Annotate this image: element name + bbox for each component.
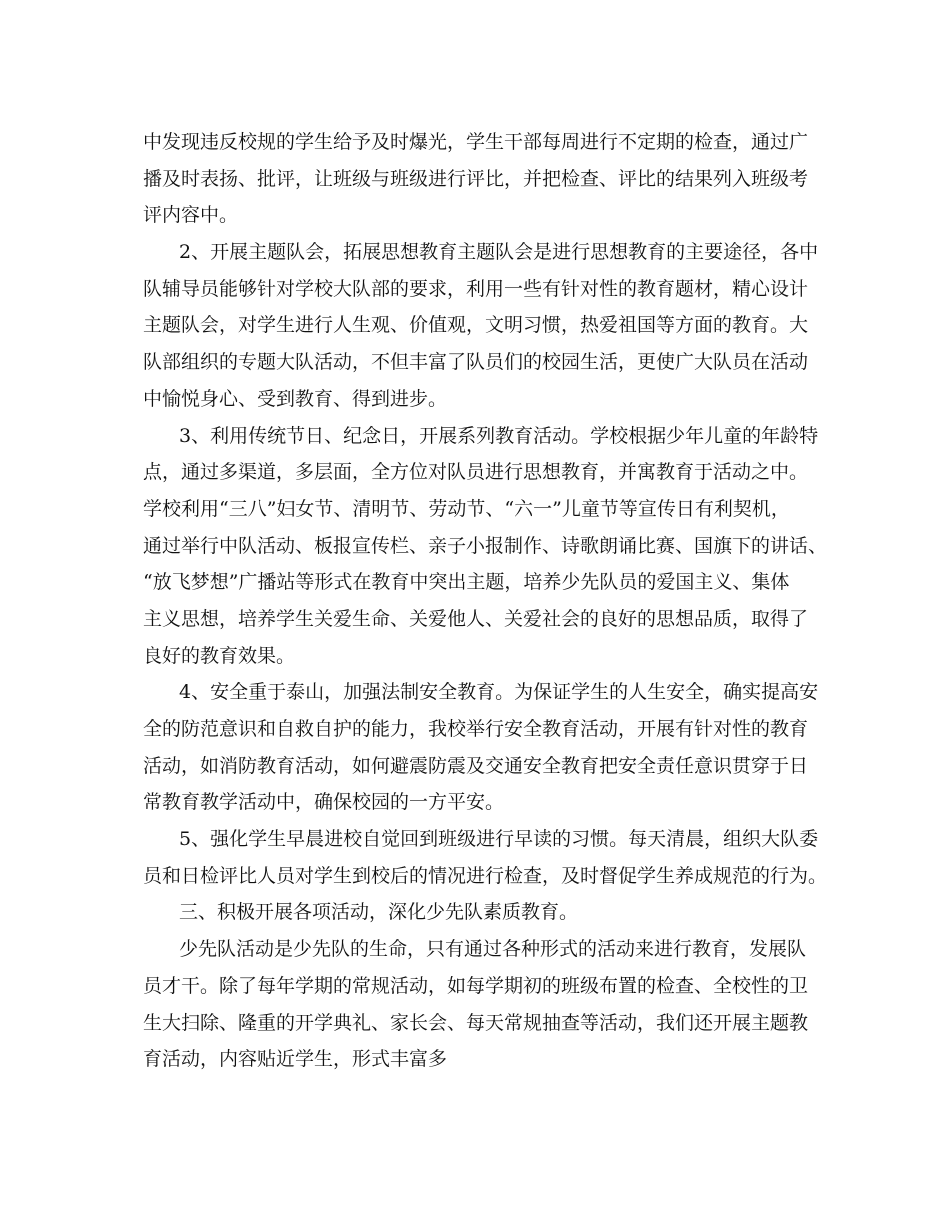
text-line: 员才干。除了每年学期的常规活动，如每学期初的班级布置的检查、全校性的卫 — [143, 974, 809, 997]
paragraph-item-5 — [143, 821, 843, 894]
text-line: 评内容中。 — [143, 204, 239, 227]
text-line: 4、安全重于泰山，加强法制安全教育。为保证学生的人生安全，确实提高安 — [179, 681, 819, 704]
text-line: 通过举行中队活动、板报宣传栏、亲子小报制作、诗歌朗诵比赛、国旗下的讲话、 — [143, 534, 828, 557]
section-heading — [143, 894, 843, 931]
text-line: 少先队活动是少先队的生命，只有通过各种形式的活动来进行教育，发展队 — [179, 938, 807, 961]
text-line: 3、利用传统节日、纪念日，开展系列教育活动。学校根据少年儿童的年龄特 — [179, 424, 819, 447]
paragraph-continued — [143, 124, 843, 234]
text-line: 主义思想，培养学生关爱生命、关爱他人、关爱社会的良好的思想品质，取得了 — [143, 607, 809, 630]
text-line: “放飞梦想”广播站等形式在教育中突出主题，培养少先队员的爱国主义、集体 — [143, 571, 790, 594]
paragraph-item-2 — [143, 234, 843, 417]
text-line: 全的防范意识和自救自护的能力，我校举行安全教育活动，开展有针对性的教育 — [143, 718, 809, 740]
paragraph-item-3 — [143, 418, 843, 675]
text-line: 中愉悦身心、受到教育、得到进步。 — [143, 387, 448, 410]
text-line: 育活动，内容贴近学生，形式丰富多 — [143, 1048, 448, 1071]
text-line: 点，通过多渠道，多层面，全方位对队员进行思想教育，并寓教育于活动之中。 — [143, 461, 809, 484]
text-line: 主题队会，对学生进行人生观、价值观，文明习惯，热爱祖国等方面的教育。大 — [143, 314, 809, 337]
text-line: 2、开展主题队会，拓展思想教育主题队会是进行思想教育的主要途径，各中 — [179, 241, 819, 264]
text-line: 良好的教育效果。 — [143, 644, 296, 667]
text-line: 中发现违反校规的学生给予及时爆光，学生干部每周进行不定期的检查，通过广 — [143, 131, 809, 153]
text-line: 学校利用“三八”妇女节、清明节、劳动节、“六一”儿童节等宣传日有利契机， — [143, 497, 790, 520]
text-line: 活动，如消防教育活动，如何避震防震及交通安全教育把安全责任意识贯穿于日 — [143, 754, 809, 777]
text-line: 生大扫除、隆重的开学典礼、家长会、每天常规抽查等活动，我们还开展主题教 — [143, 1011, 809, 1034]
paragraph-section-intro — [143, 931, 843, 1078]
section-heading-text: 三、积极开展各项活动，深化少先队素质教育。 — [179, 901, 579, 924]
paragraph-item-4 — [143, 674, 843, 821]
text-line: 5、强化学生早晨进校自觉回到班级进行早读的习惯。每天清晨，组织大队委 — [179, 828, 819, 851]
text-line: 队部组织的专题大队活动，不但丰富了队员们的校园生活，更使广大队员在活动 — [143, 351, 809, 374]
text-line: 播及时表扬、批评，让班级与班级进行评比，并把检查、评比的结果列入班级考 — [143, 167, 809, 190]
text-line: 常教育教学活动中，确保校园的一方平安。 — [143, 791, 505, 814]
text-line: 员和日检评比人员对学生到校后的情况进行检查，及时督促学生养成规范的行为。 — [143, 864, 828, 887]
text-line: 队辅导员能够针对学校大队部的要求，利用一些有针对性的教育题材，精心设计 — [143, 277, 809, 300]
document-body — [143, 124, 843, 1078]
